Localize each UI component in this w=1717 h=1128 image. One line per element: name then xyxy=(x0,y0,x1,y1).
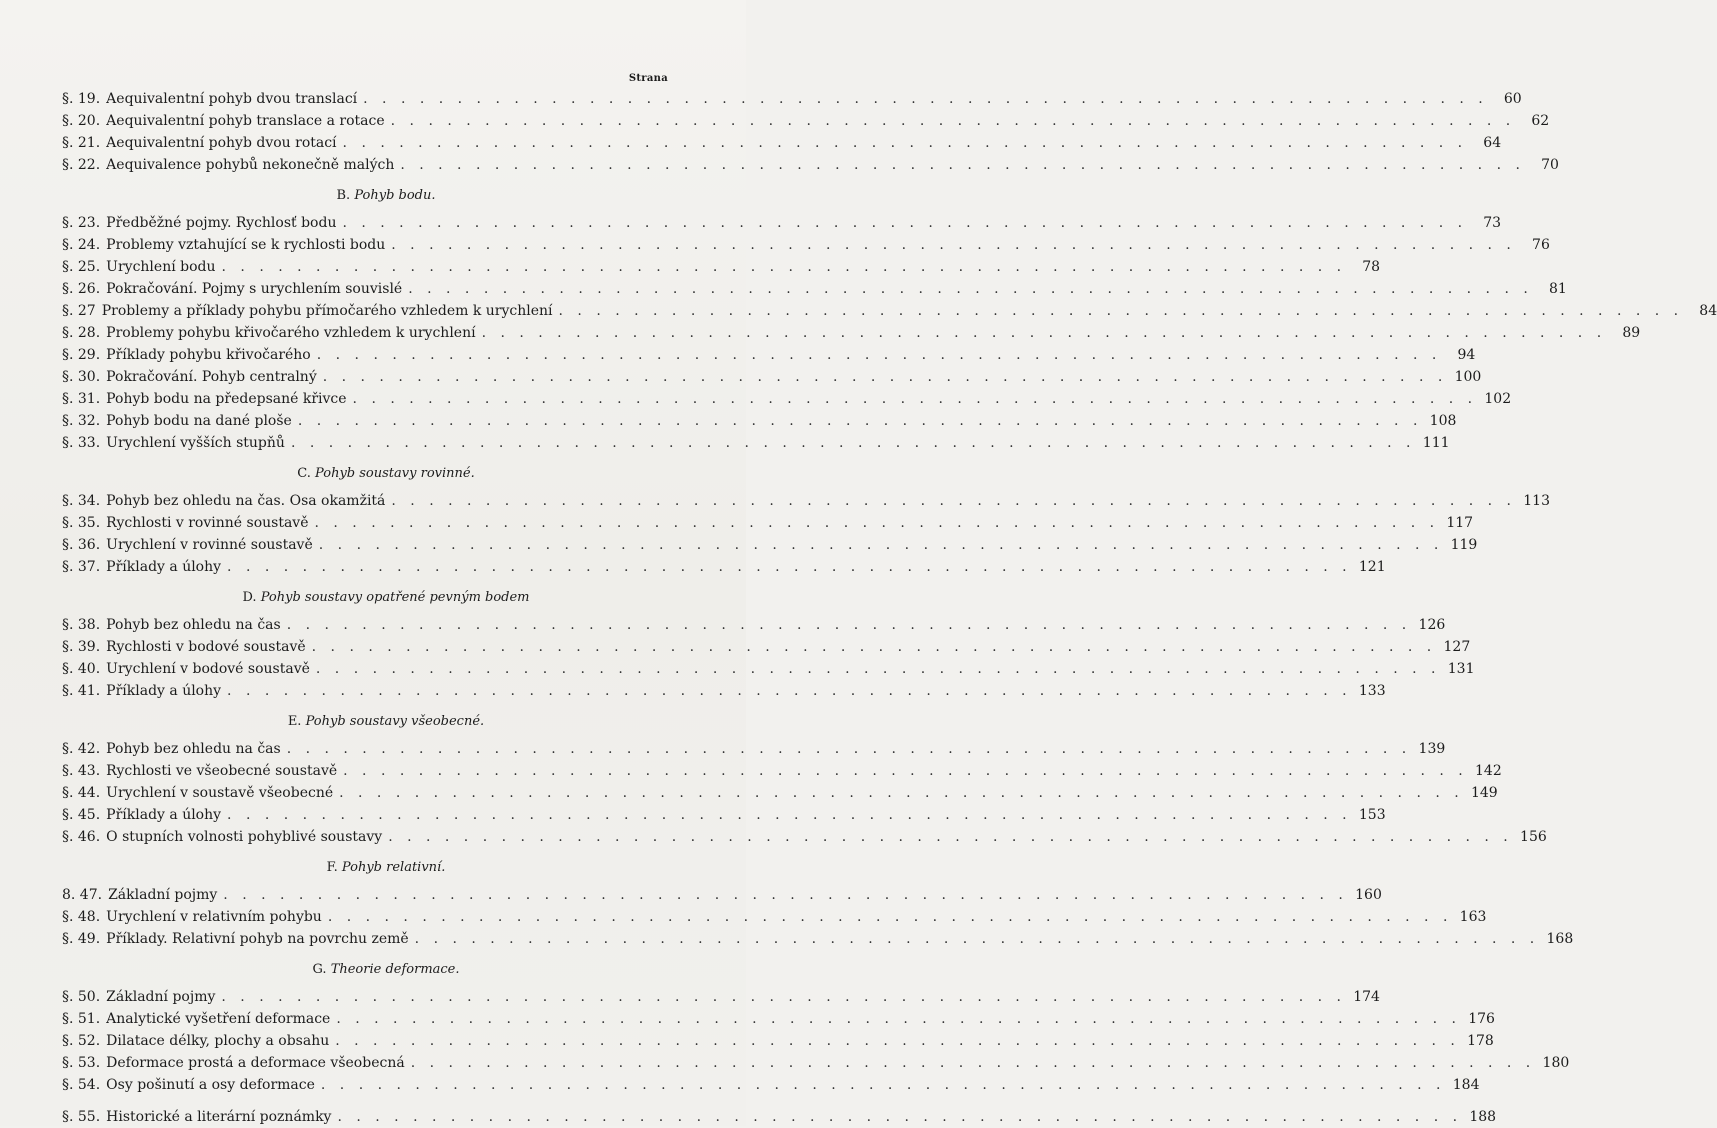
page-number: 89 xyxy=(1622,325,1641,341)
paragraph-number: §. 27 xyxy=(62,303,96,319)
paragraph-number: §. 28. xyxy=(62,325,101,341)
entry-title: Pokračování. Pohyb centralný xyxy=(106,369,317,385)
page-number: 73 xyxy=(1483,215,1502,231)
toc-entry xyxy=(62,512,1474,534)
dot-leader xyxy=(337,132,1468,154)
dot-leader xyxy=(347,388,1478,410)
toc-entry xyxy=(62,388,1512,410)
page-number: 184 xyxy=(1452,1077,1480,1093)
dot-leader xyxy=(331,1106,1462,1128)
entry-title: Historické a literární poznámky xyxy=(106,1109,332,1125)
paragraph-number: §. 19. xyxy=(62,91,101,107)
toc-entry xyxy=(62,986,1380,1008)
page-number: 160 xyxy=(1355,887,1382,903)
page-number: 60 xyxy=(1503,91,1522,107)
entry-title: Rychlosti ve všeobecné soustavě xyxy=(106,763,338,779)
paragraph-number: §. 31. xyxy=(62,391,101,407)
toc-entry xyxy=(62,300,1717,322)
entry-title: Příklady a úlohy xyxy=(106,683,222,699)
page-number: 180 xyxy=(1542,1055,1570,1071)
section-heading xyxy=(62,184,670,208)
section-heading xyxy=(62,710,670,734)
page-number: 188 xyxy=(1469,1109,1497,1125)
section-heading xyxy=(62,462,670,486)
dot-leader xyxy=(310,658,1441,680)
toc-entry xyxy=(62,804,1386,826)
dot-leader xyxy=(292,410,1423,432)
toc-entry xyxy=(62,636,1471,658)
entry-title: Pohyb bez ohledu na čas xyxy=(106,741,281,757)
page-number: 163 xyxy=(1459,909,1487,925)
page-number: 156 xyxy=(1520,829,1547,845)
dot-leader xyxy=(385,110,1516,132)
page-number: 113 xyxy=(1523,493,1550,509)
section-heading xyxy=(62,586,670,610)
section-letter: B. xyxy=(336,188,351,203)
dot-leader xyxy=(285,432,1416,454)
entry-title: Rychlosti v rovinné soustavě xyxy=(106,515,309,531)
dot-leader xyxy=(553,300,1684,322)
toc-body xyxy=(62,88,1717,1128)
toc-entry xyxy=(62,1074,1480,1096)
toc-entry xyxy=(62,1052,1570,1074)
dot-leader xyxy=(221,804,1352,826)
toc-entry xyxy=(62,110,1550,132)
toc-entry xyxy=(62,278,1567,300)
dot-leader xyxy=(221,680,1352,702)
entry-title: Pohyb bodu na předepsané křivce xyxy=(106,391,347,407)
paragraph-number: §. 30. xyxy=(62,369,101,385)
entry-title: Urychlení bodu xyxy=(106,259,216,275)
page-number: 126 xyxy=(1418,617,1446,633)
paragraph-number: §. 52. xyxy=(62,1033,101,1049)
toc-entry xyxy=(62,884,1382,906)
entry-title: Dilatace délky, plochy a obsahu xyxy=(106,1033,330,1049)
dot-leader xyxy=(317,366,1448,388)
entry-title: Rychlosti v bodové soustavě xyxy=(106,639,306,655)
paragraph-number: §. 34. xyxy=(62,493,101,509)
dot-leader xyxy=(313,534,1444,556)
entry-title: Analytické vyšetření deformace xyxy=(106,1011,331,1027)
paragraph-number: §. 26. xyxy=(62,281,101,297)
toc-entry xyxy=(62,928,1574,950)
toc-entry xyxy=(62,906,1487,928)
entry-title: Pohyb bez ohledu na čas. Osa okamžitá xyxy=(106,493,386,509)
section-letter: E. xyxy=(287,714,302,729)
paragraph-number: 8. 47. xyxy=(62,887,103,903)
entry-title: Příklady. Relativní pohyb na povrchu země xyxy=(106,931,409,947)
paragraph-number: §. 43. xyxy=(62,763,101,779)
page-number: 100 xyxy=(1454,369,1482,385)
page-number: 131 xyxy=(1447,661,1475,677)
section-letter: F. xyxy=(326,860,338,875)
page-number: 64 xyxy=(1483,135,1502,151)
page-number: 62 xyxy=(1531,113,1550,129)
paragraph-number: §. 25. xyxy=(62,259,101,275)
paragraph-number: §. 49. xyxy=(62,931,101,947)
entry-title: Příklady a úlohy xyxy=(106,559,222,575)
paragraph-number: §. 54. xyxy=(62,1077,101,1093)
toc-entry xyxy=(62,1106,1497,1128)
toc-entry xyxy=(62,344,1476,366)
paragraph-number: §. 53. xyxy=(62,1055,101,1071)
dot-leader xyxy=(405,1052,1536,1074)
toc-entry xyxy=(62,826,1547,848)
section-heading xyxy=(62,856,670,880)
paragraph-number: §. 41. xyxy=(62,683,101,699)
toc-entry xyxy=(62,534,1478,556)
dot-leader xyxy=(394,154,1525,176)
dot-leader xyxy=(333,782,1464,804)
dot-leader xyxy=(322,906,1453,928)
entry-title: Příklady pohybu křivočarého xyxy=(106,347,311,363)
toc-entry xyxy=(62,1008,1495,1030)
paragraph-number: §. 46. xyxy=(62,829,101,845)
paragraph-number: §. 32. xyxy=(62,413,101,429)
table-of-contents xyxy=(62,70,1717,1128)
paragraph-number: §. 21. xyxy=(62,135,101,151)
toc-entry xyxy=(62,132,1502,154)
toc-entry xyxy=(62,212,1502,234)
entry-title: O stupních volnosti pohyblivé soustavy xyxy=(106,829,383,845)
dot-leader xyxy=(281,614,1412,636)
dot-leader xyxy=(382,826,1513,848)
page-number: 108 xyxy=(1429,413,1457,429)
dot-leader xyxy=(309,512,1440,534)
entry-title: Základní pojmy xyxy=(108,887,218,903)
entry-title: Urychlení vyšších stupňů xyxy=(106,435,285,451)
dot-leader xyxy=(402,278,1533,300)
page-number: 70 xyxy=(1541,157,1559,173)
spacer xyxy=(62,1096,670,1106)
entry-title: Osy pošinutí a osy deformace xyxy=(106,1077,315,1093)
paragraph-number: §. 29. xyxy=(62,347,101,363)
section-letter: D. xyxy=(242,590,257,605)
page-number: 142 xyxy=(1475,763,1502,779)
dot-leader xyxy=(336,212,1467,234)
dot-leader xyxy=(217,884,1348,906)
paragraph-number: §. 35. xyxy=(62,515,101,531)
paragraph-number: §. 44. xyxy=(62,785,101,801)
section-letter: C. xyxy=(297,466,311,481)
paragraph-number: §. 24. xyxy=(62,237,101,253)
entry-title: Problemy a příklady pohybu přímočarého vzhledem k urychlení xyxy=(101,303,553,319)
dot-leader xyxy=(357,88,1488,110)
page-number: 149 xyxy=(1470,785,1498,801)
entry-title: Urychlení v relativním pohybu xyxy=(106,909,322,925)
section-title: Pohyb soustavy rovinné. xyxy=(315,466,475,481)
entry-title: Pokračování. Pojmy s urychlením souvislé xyxy=(106,281,403,297)
entry-title: Aequivalentní pohyb dvou rotací xyxy=(106,135,337,151)
dot-leader xyxy=(409,928,1540,950)
dot-leader xyxy=(337,760,1468,782)
dot-leader xyxy=(385,234,1516,256)
page-number: 76 xyxy=(1532,237,1550,253)
page-number: 127 xyxy=(1443,639,1471,655)
page-number: 117 xyxy=(1446,515,1474,531)
entry-title: Problemy pohybu křivočarého vzhledem k urychlení xyxy=(106,325,476,341)
toc-entry xyxy=(62,760,1502,782)
paragraph-number: §. 23. xyxy=(62,215,101,231)
entry-title: Urychlení v bodové soustavě xyxy=(106,661,310,677)
paragraph-number: §. 39. xyxy=(62,639,101,655)
paragraph-number: §. 38. xyxy=(62,617,101,633)
page-number: 174 xyxy=(1353,989,1380,1005)
page-number: 178 xyxy=(1467,1033,1494,1049)
dot-leader xyxy=(476,322,1607,344)
dot-leader xyxy=(215,986,1346,1008)
toc-entry xyxy=(62,658,1475,680)
entry-title: Deformace prostá a deformace všeobecná xyxy=(106,1055,405,1071)
toc-entry xyxy=(62,366,1482,388)
dot-leader xyxy=(330,1008,1461,1030)
page-column-header: Strana xyxy=(628,73,668,84)
page-number: 94 xyxy=(1457,347,1476,363)
dot-leader xyxy=(221,556,1352,578)
page-number: 84 xyxy=(1699,303,1717,319)
paragraph-number: §. 40. xyxy=(62,661,101,677)
dot-leader xyxy=(315,1074,1446,1096)
paragraph-number: §. 48. xyxy=(62,909,101,925)
section-title: Pohyb soustavy opatřené pevným bodem xyxy=(260,590,530,605)
dot-leader xyxy=(306,636,1437,658)
page-number: 78 xyxy=(1362,259,1381,275)
page-number: 176 xyxy=(1468,1011,1495,1027)
paragraph-number: §. 42. xyxy=(62,741,101,757)
page-number: 168 xyxy=(1546,931,1574,947)
dot-leader xyxy=(281,738,1412,760)
section-title: Pohyb relativní. xyxy=(341,860,446,875)
dot-leader xyxy=(311,344,1442,366)
entry-title: Aequivalentní pohyb dvou translací xyxy=(106,91,358,107)
entry-title: Urychlení v rovinné soustavě xyxy=(106,537,313,553)
toc-entry xyxy=(62,556,1386,578)
paragraph-number: §. 20. xyxy=(62,113,101,129)
page-number: 153 xyxy=(1358,807,1386,823)
toc-entry xyxy=(62,680,1386,702)
entry-title: Pohyb bez ohledu na čas xyxy=(106,617,281,633)
entry-title: Urychlení v soustavě všeobecné xyxy=(106,785,334,801)
entry-title: Aequivalentní pohyb translace a rotace xyxy=(106,113,385,129)
toc-entry xyxy=(62,88,1522,110)
paragraph-number: §. 37. xyxy=(62,559,101,575)
dot-leader xyxy=(385,490,1516,512)
toc-entry xyxy=(62,614,1446,636)
entry-title: Pohyb bodu na dané ploše xyxy=(106,413,292,429)
page-number: 102 xyxy=(1484,391,1512,407)
toc-entry xyxy=(62,154,1559,176)
toc-entry xyxy=(62,490,1550,512)
page-number: 121 xyxy=(1358,559,1386,575)
section-letter: G. xyxy=(312,962,327,977)
page-number: 119 xyxy=(1450,537,1478,553)
page-number: 111 xyxy=(1422,435,1450,451)
dot-leader xyxy=(329,1030,1460,1052)
toc-entry xyxy=(62,322,1641,344)
entry-title: Problemy vztahující se k rychlosti bodu xyxy=(106,237,386,253)
section-title: Pohyb bodu. xyxy=(354,188,436,203)
paragraph-number: §. 33. xyxy=(62,435,101,451)
page-number: 139 xyxy=(1418,741,1446,757)
toc-entry xyxy=(62,782,1498,804)
page-number: 81 xyxy=(1548,281,1567,297)
paragraph-number: §. 55. xyxy=(62,1109,101,1125)
paragraph-number: §. 36. xyxy=(62,537,101,553)
entry-title: Aequivalence pohybů nekonečně malých xyxy=(106,157,395,173)
page-number: 133 xyxy=(1358,683,1386,699)
toc-entry xyxy=(62,432,1450,454)
toc-entry xyxy=(62,256,1381,278)
paragraph-number: §. 45. xyxy=(62,807,101,823)
toc-entry xyxy=(62,738,1446,760)
paragraph-number: §. 50. xyxy=(62,989,101,1005)
entry-title: Předběžné pojmy. Rychlosť bodu xyxy=(106,215,337,231)
toc-entry xyxy=(62,1030,1494,1052)
toc-entry xyxy=(62,234,1550,256)
section-title: Pohyb soustavy všeobecné. xyxy=(305,714,485,729)
dot-leader xyxy=(216,256,1347,278)
paragraph-number: §. 22. xyxy=(62,157,101,173)
entry-title: Příklady a úlohy xyxy=(106,807,222,823)
toc-entry xyxy=(62,410,1457,432)
section-heading xyxy=(62,958,670,982)
entry-title: Základní pojmy xyxy=(106,989,216,1005)
paragraph-number: §. 51. xyxy=(62,1011,101,1027)
section-title: Theorie deformace. xyxy=(330,962,460,977)
